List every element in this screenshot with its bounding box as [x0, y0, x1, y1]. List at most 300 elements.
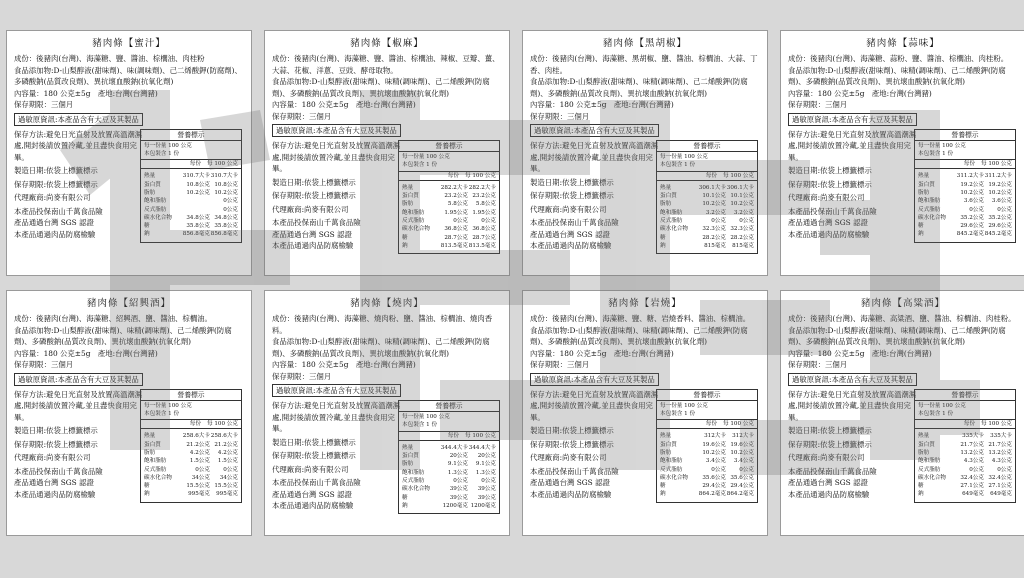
nutrition-per-100g: 3.2公克: [733, 209, 754, 216]
nutrition-per-serving: 5.8公克: [447, 201, 468, 208]
nutrition-per-100g: 19.6公克: [730, 441, 754, 448]
nutrition-row: [141, 474, 241, 482]
nutrition-row: [915, 230, 1015, 238]
nutrition-per-100g: 0公克: [481, 218, 496, 225]
nutrition-row: [657, 466, 757, 474]
agent: 代理廠商:尚麥有限公司: [272, 204, 349, 214]
test-note: 本產品通過肉品防腐檢驗: [14, 489, 96, 499]
nutrition-columns: [657, 420, 757, 429]
additives: 食品添加物:D-山梨醇液(甜味劑)、味(調味劑)、己二烯酸鉀(防腐劑)、多磷酸鈉(品質改良劑)、異抗壞血酸鈉(抗氧化劑): [14, 65, 242, 86]
nutrition-row: [657, 192, 757, 200]
nutrition-row: [915, 432, 1015, 440]
nutrition-table: [656, 389, 758, 503]
nutrition-label: 熱量: [918, 433, 930, 440]
label-info: [272, 400, 402, 512]
nutrition-columns: [399, 432, 499, 441]
label-lower: [788, 389, 1018, 501]
nutrition-per-100g: 29.4公克: [730, 483, 754, 490]
nutrition-per-serving: 3.2公克: [705, 209, 726, 216]
nutrition-title: 營養標示: [657, 390, 757, 401]
nutrition-per-serving: 0公克: [453, 478, 468, 485]
test-note: 本產品通過肉品防腐檢驗: [530, 489, 612, 499]
nutrition-label: 鈉: [402, 502, 408, 509]
nutrition-label: 鈉: [660, 491, 666, 498]
nutrition-per-serving: 34.8公克: [186, 214, 210, 221]
nutrition-per-serving: 35.8公克: [186, 223, 210, 230]
nutrition-label: 蛋白質: [660, 441, 677, 448]
ingredients: 成份：後豬肉(台灣)、海藻糖、黑胡椒、鹽、醬油、棕櫚油、大蒜、丁香、肉桂。: [530, 54, 758, 75]
nutrition-per-100g: 15.5公克: [214, 483, 238, 490]
nutrition-per-100g: 27.1公克: [988, 483, 1012, 490]
nutrition-per-100g: 0公克: [223, 198, 238, 205]
nutrition-per-serving: 0公克: [195, 466, 210, 473]
nutrition-row: [399, 477, 499, 485]
nutrition-per-100g: 1200毫克: [470, 502, 496, 509]
nutrition-per-100g: 0公克: [739, 466, 754, 473]
nutrition-row: [915, 490, 1015, 498]
servings-per-pack: 本包裝含 1 份: [918, 410, 954, 417]
expiry-date: 保存期限:依袋上標籤標示: [272, 451, 356, 460]
nutrition-per-100g: 5.8公克: [475, 201, 496, 208]
ingredients: 成份：後豬肉(台灣)、海藻糖、燒肉粉、鹽、醬油、棕櫚油、燒肉香料。: [272, 314, 493, 335]
storage-method: 保存方法:避免日光直射及放置高溫潮濕處,開封後請放置冷藏,並且盡快食用完畢。: [788, 129, 917, 162]
nutrition-per-serving: 13.2公克: [960, 449, 984, 456]
label-info: [530, 389, 660, 501]
nutrition-label: 鈉: [918, 491, 924, 498]
nutrition-title: 營養標示: [399, 401, 499, 412]
nutrition-label: 反式脂肪: [144, 206, 167, 213]
nutrition-table: [140, 129, 242, 243]
nutrition-per-100g: 0公克: [223, 206, 238, 213]
nutrition-table: [914, 129, 1016, 243]
nutrition-title: 營養標示: [915, 390, 1015, 401]
nutrition-per-100g: 21.7公克: [988, 441, 1012, 448]
storage-method: 保存方法:避免日光直射及放置高溫潮濕處,開封後請放置冷藏,並且盡快食用完畢。: [530, 141, 659, 173]
nutrition-per-serving: 19.6公克: [702, 441, 726, 448]
shelf-life: 保存期限：三個月: [14, 360, 74, 369]
nutrition-rows: [657, 181, 757, 253]
nutrition-label: 反式脂肪: [402, 218, 425, 225]
nutrition-per-100g: 10.8公克: [214, 181, 238, 188]
nutrition-row: [915, 222, 1015, 230]
insurance-note: 本產品投保南山千萬食品險: [272, 478, 361, 487]
allergen-info: 過敏原資訊:本產品含有大豆及其製品: [14, 113, 143, 126]
sgs-note: 產品通過台灣 SGS 認證: [14, 218, 94, 227]
nutrition-meta: [915, 141, 1015, 161]
nutrition-row: [141, 189, 241, 197]
nutrition-per-100g: 335大卡: [990, 433, 1012, 440]
nutrition-per-serving: 21.7公克: [960, 441, 984, 448]
nutrition-per-serving: 27.1公克: [960, 483, 984, 490]
nutrition-label: 糖: [660, 483, 666, 490]
nutrition-row: [915, 457, 1015, 465]
col-per-100g: 每 100 公克: [980, 421, 1012, 428]
nutrition-row: [141, 172, 241, 180]
nutrition-row: [141, 449, 241, 457]
allergen-info: 過敏原資訊:本產品含有大豆及其製品: [530, 124, 659, 137]
product-label-card: [522, 30, 768, 276]
nutrition-per-100g: 39公克: [477, 494, 496, 501]
test-note: 本產品通過肉品防腐檢驗: [788, 229, 870, 239]
agent: 代理廠商:尚麥有限公司: [272, 464, 349, 474]
nutrition-row: [141, 214, 241, 222]
nutrition-per-serving: 3.4公克: [705, 458, 726, 465]
nutrition-rows: [399, 181, 499, 253]
nutrition-per-serving: [178, 206, 210, 214]
nutrition-per-100g: 1.95公克: [472, 209, 496, 216]
nutrition-label: 飽和脂肪: [660, 209, 683, 216]
nutrition-label: 脂肪: [144, 449, 156, 456]
nutrition-label: 脂肪: [660, 449, 672, 456]
nutrition-rows: [915, 169, 1015, 241]
nutrition-label: 脂肪: [402, 461, 414, 468]
nutrition-per-100g: 3.6公克: [991, 198, 1012, 205]
servings-per-pack: 本包裝含 1 份: [144, 410, 180, 417]
additives: 食品添加物:D-山梨醇液(甜味劑)、味精(調味劑)、己二烯酸鉀(防腐劑)、多磷酸鈉(品質改良劑)、異抗壞血酸鈉(抗氧化劑): [788, 65, 1006, 86]
insurance-note: 本產品投保南山千萬食品險: [788, 466, 877, 476]
nutrition-per-100g: 312大卡: [732, 433, 754, 440]
nutrition-label: 反式脂肪: [918, 206, 941, 213]
ingredients: 成份：後豬肉(台灣)、海藻糖、高粱酒、鹽、醬油、棕櫚油、肉桂粉。: [788, 314, 1016, 323]
nutrition-label: 糖: [144, 223, 150, 230]
label-info: [272, 140, 402, 252]
net-content: 內容量：180 公克±5g 產地:台灣(台灣豬): [530, 100, 674, 109]
servings-per-pack: 本包裝含 1 份: [144, 150, 180, 157]
nutrition-per-serving: 34公克: [191, 474, 210, 481]
nutrition-per-100g: 34公克: [219, 474, 238, 481]
nutrition-label: 脂肪: [144, 189, 156, 196]
nutrition-columns: [657, 172, 757, 181]
nutrition-label: 脂肪: [918, 449, 930, 456]
nutrition-per-serving: 21.2公克: [186, 441, 210, 448]
nutrition-table: [398, 140, 500, 254]
nutrition-per-serving: 1.5公克: [189, 458, 210, 465]
serving-size: 每一份量 100 公克: [918, 402, 966, 409]
nutrition-columns: [141, 160, 241, 169]
nutrition-label: 糖: [918, 223, 924, 230]
nutrition-label: 糖: [402, 234, 408, 241]
nutrition-row: [657, 474, 757, 482]
nutrition-per-100g: 13.2公克: [988, 449, 1012, 456]
nutrition-row: [915, 189, 1015, 197]
storage-method: 保存方法:避免日光直射及放置高溫潮濕處,開封後請放置冷藏,並且盡快食用完畢。: [272, 401, 401, 433]
serving-size: 每一份量 100 公克: [918, 142, 966, 149]
nutrition-row: [399, 225, 499, 233]
nutrition-per-100g: 21.2公克: [214, 441, 238, 448]
nutrition-per-serving: 20公克: [449, 453, 468, 460]
nutrition-per-serving: 0公克: [969, 206, 984, 213]
nutrition-label: 脂肪: [402, 201, 414, 208]
product-label-card: [6, 30, 252, 276]
allergen-info: 過敏原資訊:本產品含有大豆及其製品: [530, 373, 659, 386]
nutrition-rows: [141, 169, 241, 241]
test-note: 本產品通過肉品防腐檢驗: [530, 241, 612, 250]
ingredients: 成份：後豬肉(台灣)、海藻糖、鹽、醬油、棕櫚油、肉桂粉: [14, 54, 205, 63]
label-lower: [272, 140, 502, 252]
nutrition-row: [915, 172, 1015, 180]
storage-method: 保存方法:避免日光直射及放置高溫潮濕處,開封後請放置冷藏,並且盡快食用完畢。: [788, 389, 917, 422]
label-lower: [530, 389, 760, 501]
nutrition-per-serving: 39公克: [449, 486, 468, 493]
nutrition-per-100g: 282.2大卡: [468, 184, 496, 191]
nutrition-per-100g: 4.3公克: [991, 458, 1012, 465]
nutrition-label: 碳水化合物: [402, 486, 430, 493]
nutrition-label: 反式脂肪: [918, 466, 941, 473]
nutrition-per-100g: 995毫克: [216, 491, 238, 498]
nutrition-per-100g: 845.2毫克: [984, 231, 1012, 238]
nutrition-row: [399, 452, 499, 460]
sgs-note: 產品通過台灣 SGS 認證: [530, 229, 610, 239]
additives: 食品添加物:D-山梨醇液(甜味劑)、味精(調味劑)、己二烯酸鉀(防腐劑)、多磷酸鈉(品質改良劑)、異抗壞血酸鈉(抗氧化劑): [272, 77, 490, 98]
nutrition-row: [657, 217, 757, 225]
allergen-info: 過敏原資訊:本產品含有大豆及其製品: [788, 373, 917, 386]
agent: 代理廠商:尚麥有限公司: [14, 453, 91, 462]
nutrition-per-serving: 995毫克: [188, 491, 210, 498]
nutrition-rows: [915, 429, 1015, 501]
insurance-note: 本產品投保南山千萬食品險: [272, 218, 361, 227]
nutrition-per-serving: 258.6大卡: [182, 433, 210, 440]
nutrition-table: [656, 140, 758, 254]
col-per-100g: 每 100 公克: [464, 432, 496, 439]
nutrition-row: [141, 222, 241, 230]
net-content: 內容量：180 公克±5g 產地:台灣(台灣豬): [14, 348, 158, 358]
mfg-date: 製造日期:依袋上標籤標示: [788, 166, 872, 175]
nutrition-label: 反式脂肪: [144, 466, 167, 473]
nutrition-per-serving: 335大卡: [962, 433, 984, 440]
nutrition-per-100g: 32.4公克: [988, 474, 1012, 481]
allergen-info: 過敏原資訊:本產品含有大豆及其製品: [272, 384, 401, 397]
mfg-date: 製造日期:依袋上標籤標示: [14, 166, 98, 175]
nutrition-label: 反式脂肪: [660, 466, 683, 473]
nutrition-row: [399, 444, 499, 452]
nutrition-row: [141, 490, 241, 498]
additives: 食品添加物:D-山梨醇液(甜味劑)、味精(調味劑)、己二烯酸鉀(防腐劑)、多磷酸鈉(品質改良劑)、異抗壞血酸鈉(抗氧化劑): [530, 77, 748, 98]
nutrition-per-serving: 10.2公克: [960, 189, 984, 196]
nutrition-row: [399, 494, 499, 502]
nutrition-per-serving: 344.4大卡: [440, 444, 468, 451]
label-title: 豬肉條【岩燒】: [608, 298, 682, 309]
label-info: [788, 389, 918, 501]
nutrition-row: [657, 242, 757, 250]
agent: 代理廠商:尚麥有限公司: [14, 193, 91, 202]
test-note: 本產品通過肉品防腐檢驗: [14, 229, 96, 239]
agent: 代理廠商:尚麥有限公司: [530, 453, 607, 462]
nutrition-row: [141, 432, 241, 440]
nutrition-meta: [915, 401, 1015, 421]
test-note: 本產品通過肉品防腐檢驗: [272, 501, 354, 510]
nutrition-label: 蛋白質: [402, 193, 419, 200]
nutrition-label: 反式脂肪: [402, 478, 425, 485]
nutrition-per-serving: 29.6公克: [960, 223, 984, 230]
agent: 代理廠商:尚麥有限公司: [530, 204, 607, 214]
nutrition-label: 熱量: [402, 184, 414, 191]
nutrition-rows: [399, 441, 499, 513]
nutrition-per-serving: 0公克: [711, 218, 726, 225]
ingredients: 成份：後豬肉(台灣)、海藻糖、紹興酒、鹽、醬油、棕櫚油。: [14, 314, 212, 323]
nutrition-per-100g: 10.1公克: [730, 193, 754, 200]
nutrition-per-serving: 1200毫克: [442, 502, 468, 509]
nutrition-label: 飽和脂肪: [660, 458, 683, 465]
label-title: 豬肉條【高粱酒】: [860, 298, 945, 309]
nutrition-row: [915, 181, 1015, 189]
nutrition-per-serving: 10.2公克: [186, 189, 210, 196]
nutrition-per-serving: 10.2公克: [702, 449, 726, 456]
insurance-note: 本產品投保南山千萬食品險: [788, 206, 877, 216]
nutrition-label: 蛋白質: [402, 453, 419, 460]
nutrition-row: [915, 441, 1015, 449]
servings-per-pack: 本包裝含 1 份: [918, 150, 954, 157]
label-lower: [272, 400, 502, 512]
nutrition-per-100g: 813.5毫克: [468, 242, 496, 249]
storage-method: 保存方法:避免日光直射及放置高溫潮濕處,開封後請放置冷藏,並且盡快食用完畢。: [14, 389, 143, 422]
sgs-note: 產品通過台灣 SGS 認證: [530, 478, 610, 487]
nutrition-per-serving: 23.2公克: [444, 193, 468, 200]
net-content: 內容量：180 公克±5g 產地:台灣(台灣豬): [530, 348, 674, 358]
nutrition-title: 營養標示: [141, 390, 241, 401]
nutrition-label: 蛋白質: [918, 441, 935, 448]
label-lower: [14, 129, 244, 241]
col-per-100g: 每 100 公克: [980, 161, 1012, 168]
nutrition-per-serving: 10.8公克: [186, 181, 210, 188]
serving-size: 每一份量 100 公克: [660, 154, 708, 160]
nutrition-row: [399, 242, 499, 250]
nutrition-row: [915, 197, 1015, 205]
nutrition-label: 蛋白質: [918, 181, 935, 188]
nutrition-label: 飽和脂肪: [144, 198, 167, 205]
nutrition-per-100g: 35.2公克: [988, 214, 1012, 221]
nutrition-per-serving: 845.2毫克: [956, 231, 984, 238]
nutrition-per-serving: 19.2公克: [960, 181, 984, 188]
additives: 食品添加物:D-山梨醇液(甜味劑)、味精(調味劑)、己二烯酸鉀(防腐劑)、多磷酸鈉(品質改良劑)、異抗壞血酸鈉(抗氧化劑): [14, 325, 232, 346]
serving-size: 每一份量 100 公克: [402, 414, 450, 420]
serving-size: 每一份量 100 公克: [144, 142, 192, 149]
expiry-date: 保存期限:依袋上標籤標示: [788, 179, 872, 189]
nutrition-label: 糖: [918, 483, 924, 490]
nutrition-label: 鈉: [144, 491, 150, 498]
additives: 食品添加物:D-山梨醇液(甜味劑)、味精(調味劑)、己二烯酸鉀(防腐劑)、多磷酸鈉(品質改良劑)、異抗壞血酸鈉(抗氧化劑): [530, 325, 748, 346]
nutrition-per-serving: 28.2公克: [702, 234, 726, 241]
nutrition-table: [140, 389, 242, 503]
label-lower: [14, 389, 244, 501]
net-content: 內容量：180 公克±5g 產地:台灣(台灣豬): [788, 88, 932, 98]
nutrition-per-serving: 39公克: [449, 494, 468, 501]
nutrition-row: [141, 466, 241, 474]
ingredients: 成份：後豬肉(台灣)、海藻糖、鹽、糖、岩燒香料、醬油、棕櫚油。: [530, 314, 751, 323]
nutrition-per-serving: 35.2公克: [960, 214, 984, 221]
shelf-life: 保存期限：三個月: [14, 100, 74, 109]
nutrition-per-serving: 10.2公克: [702, 201, 726, 208]
nutrition-columns: [399, 172, 499, 181]
nutrition-per-100g: 311.2大卡: [984, 173, 1012, 180]
nutrition-per-serving: 0公克: [711, 466, 726, 473]
nutrition-label: 熱量: [144, 433, 156, 440]
net-content: 內容量：180 公克±5g 產地:台灣(台灣豬): [14, 88, 158, 98]
label-lower: [788, 129, 1018, 241]
nutrition-columns: [141, 420, 241, 429]
agent: 代理廠商:尚麥有限公司: [788, 193, 865, 202]
nutrition-row: [657, 184, 757, 192]
nutrition-per-100g: 0公克: [739, 218, 754, 225]
storage-method: 保存方法:避免日光直射及放置高溫潮濕處,開封後請放置冷藏,並且盡快食用完畢。: [14, 129, 143, 162]
nutrition-meta: [399, 412, 499, 432]
shelf-life: 保存期限：三個月: [530, 111, 590, 121]
nutrition-row: [399, 184, 499, 192]
product-label-card: [522, 290, 768, 536]
insurance-note: 本產品投保南山千萬食品險: [14, 206, 103, 216]
nutrition-label: 碳水化合物: [144, 474, 172, 481]
nutrition-columns: [915, 160, 1015, 169]
nutrition-per-100g: 23.2公克: [472, 193, 496, 200]
nutrition-per-serving: 4.3公克: [963, 458, 984, 465]
nutrition-row: [141, 230, 241, 238]
nutrition-per-100g: 0公克: [223, 466, 238, 473]
label-grid: [6, 30, 1018, 550]
servings-per-pack: 本包裝含 1 份: [402, 162, 438, 169]
mfg-date: 製造日期:依袋上標籤標示: [14, 426, 98, 435]
col-per-serving: 每份: [705, 421, 717, 428]
nutrition-per-serving: 311.2大卡: [956, 173, 984, 180]
nutrition-row: [915, 449, 1015, 457]
col-per-100g: 每 100 公克: [464, 172, 496, 179]
nutrition-per-serving: 4.2公克: [189, 449, 210, 456]
nutrition-per-100g: 0公克: [997, 206, 1012, 213]
nutrition-rows: [141, 429, 241, 501]
product-label-card: [264, 290, 510, 536]
nutrition-per-serving: 9.1公克: [447, 461, 468, 468]
nutrition-per-serving: 32.4公克: [960, 474, 984, 481]
nutrition-row: [657, 449, 757, 457]
nutrition-per-100g: 344.4大卡: [468, 444, 496, 451]
ingredients: 成份：後豬肉(台灣)、海藻糖、鹽、醬油、棕櫚油、辣椒、豆瓣、薑、大蒜、花椒、洋蔥、豆豉、酵母取物。: [272, 54, 500, 75]
shelf-life: 保存期限：三個月: [272, 111, 332, 121]
nutrition-row: [141, 482, 241, 490]
nutrition-label: 蛋白質: [144, 441, 161, 448]
nutrition-per-serving: 32.3公克: [702, 226, 726, 233]
nutrition-title: 營養標示: [141, 130, 241, 141]
expiry-date: 保存期限:依袋上標籤標示: [14, 439, 98, 449]
nutrition-row: [657, 441, 757, 449]
sgs-note: 產品通過台灣 SGS 認證: [272, 229, 352, 239]
nutrition-per-100g: 28.7公克: [472, 234, 496, 241]
nutrition-meta: [141, 141, 241, 161]
nutrition-label: 飽和脂肪: [144, 458, 167, 465]
col-per-100g: 每 100 公克: [206, 421, 238, 428]
nutrition-row: [399, 209, 499, 217]
nutrition-per-100g: 19.2公克: [988, 181, 1012, 188]
nutrition-per-100g: 258.6大卡: [210, 433, 238, 440]
insurance-note: 本產品投保南山千萬食品險: [14, 466, 103, 476]
expiry-date: 保存期限:依袋上標籤標示: [788, 439, 872, 449]
nutrition-label: 碳水化合物: [918, 214, 946, 221]
nutrition-per-100g: 864.2毫克: [726, 491, 754, 498]
nutrition-per-100g: 32.3公克: [730, 226, 754, 233]
nutrition-row: [141, 197, 241, 205]
storage-method: 保存方法:避免日光直射及放置高溫潮濕處,開封後請放置冷藏,並且盡快食用完畢。: [530, 389, 659, 422]
nutrition-title: 營養標示: [915, 130, 1015, 141]
nutrition-per-serving: 0公克: [969, 466, 984, 473]
label-title: 豬肉條【蒜味】: [866, 38, 940, 49]
nutrition-label: 熱量: [144, 173, 156, 180]
additives: 食品添加物:D-山梨醇液(甜味劑)、味精(調味劑)、己二烯酸鉀(防腐劑)、多磷酸鈉(品質改良劑)、異抗壞血酸鈉(抗氧化劑): [788, 325, 1006, 346]
col-per-serving: 每份: [705, 172, 717, 179]
expiry-date: 保存期限:依袋上標籤標示: [530, 439, 614, 449]
allergen-info: 過敏原資訊:本產品含有大豆及其製品: [788, 113, 917, 126]
nutrition-label: 反式脂肪: [660, 218, 683, 225]
nutrition-label: 碳水化合物: [402, 226, 430, 233]
nutrition-row: [915, 206, 1015, 214]
allergen-info: 過敏原資訊:本產品含有大豆及其製品: [272, 124, 401, 137]
net-content: 內容量：180 公克±5g 產地:台灣(台灣豬): [272, 360, 416, 369]
